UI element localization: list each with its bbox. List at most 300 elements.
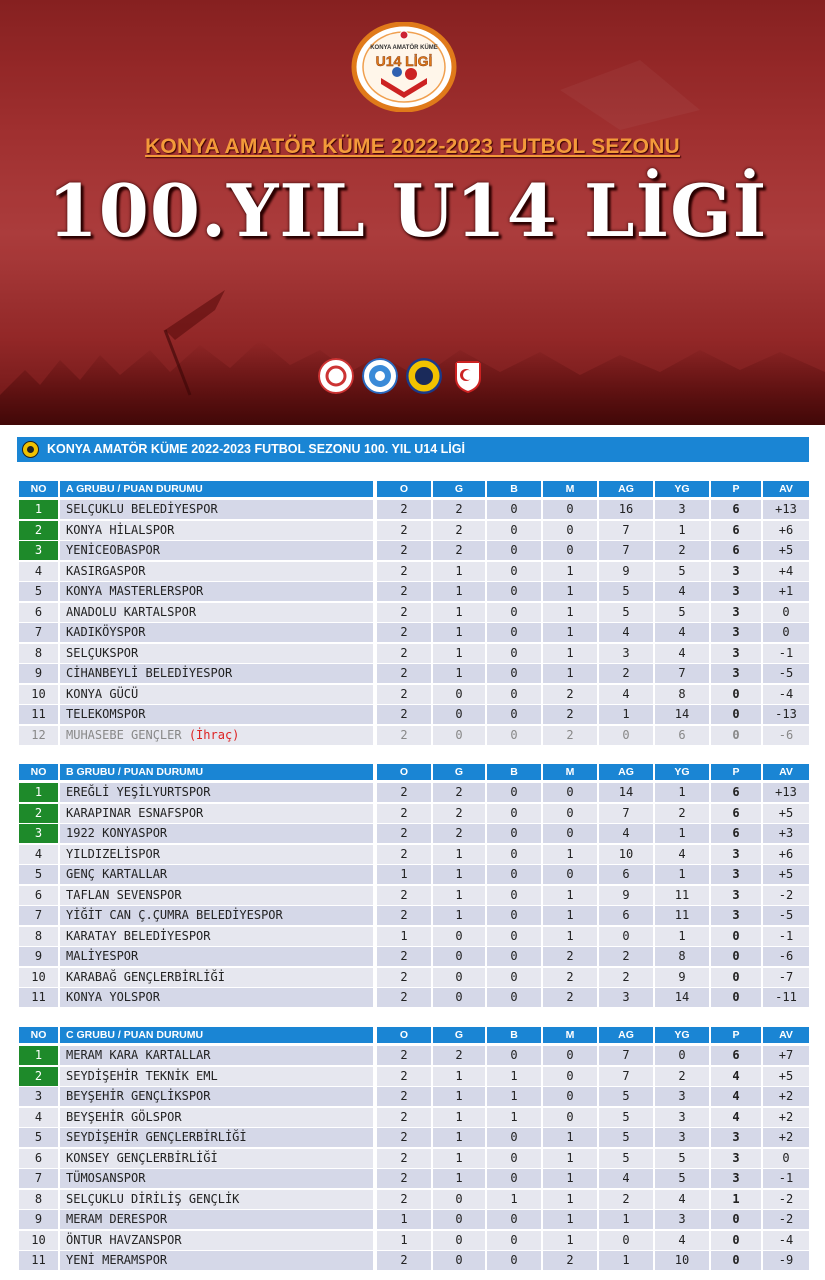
stat-cell-b: 0 [487,947,541,966]
column-header-m: M [543,764,597,780]
stat-cell-b: 0 [487,726,541,745]
stat-cell-yg: 10 [655,1251,709,1270]
stat-cell-av: -1 [763,927,809,946]
rank-cell: 12 [19,726,58,745]
rank-cell: 3 [19,541,58,560]
stat-cell-av: -4 [763,685,809,704]
group-table [19,481,809,746]
table-row [19,1210,809,1231]
team-name-cell [60,845,373,864]
stat-cell-o: 2 [377,1169,431,1188]
stat-cell-p: 3 [711,1149,761,1168]
season-title: KONYA AMATÖR KÜME 2022-2023 FUTBOL SEZONU [145,135,680,158]
stat-cell-yg: 5 [655,1169,709,1188]
stat-cell-g: 1 [433,1108,485,1127]
team-name-cell [60,603,373,622]
team-name-cell [60,562,373,581]
team-name-cell [60,1149,373,1168]
stat-cell-g: 0 [433,968,485,987]
team-name-cell [60,824,373,843]
stat-cell-yg: 4 [655,845,709,864]
stat-cell-yg: 3 [655,1128,709,1147]
stat-cell-m: 1 [543,1190,597,1209]
stat-cell-b: 0 [487,804,541,823]
standings-main-title: KONYA AMATÖR KÜME 2022-2023 FUTBOL SEZONU 100. YIL U14 LİGİ [47,442,465,456]
group-table [19,1027,809,1272]
stat-cell-ag: 3 [599,988,653,1007]
team-name-cell [60,644,373,663]
stat-cell-o: 2 [377,562,431,581]
stat-cell-av: -4 [763,1231,809,1250]
stat-cell-m: 2 [543,947,597,966]
stat-cell-o: 2 [377,521,431,540]
stat-cell-o: 2 [377,1046,431,1065]
stat-cell-av: +5 [763,1067,809,1086]
stat-cell-ag: 0 [599,1231,653,1250]
stat-cell-ag: 4 [599,685,653,704]
stat-cell-g: 0 [433,988,485,1007]
stat-cell-yg: 8 [655,947,709,966]
column-header-ag: AG [599,764,653,780]
stat-cell-p: 0 [711,685,761,704]
table-row [19,521,809,542]
team-name: ANADOLU KARTALSPOR [66,604,197,619]
stat-cell-av: -5 [763,664,809,683]
team-name-cell [60,726,373,745]
rank-cell: 4 [19,845,58,864]
stat-cell-m: 1 [543,644,597,663]
team-name: KONSEY GENÇLERBİRLİĞİ [66,1150,218,1165]
table-row [19,726,809,747]
table-header-row [19,764,809,783]
rank-cell: 4 [19,562,58,581]
rank-cell: 9 [19,1210,58,1229]
stat-cell-av: +5 [763,804,809,823]
stat-cell-av: -1 [763,644,809,663]
stat-cell-b: 0 [487,865,541,884]
stat-cell-av: +6 [763,845,809,864]
stat-cell-av: +7 [763,1046,809,1065]
stat-cell-p: 3 [711,845,761,864]
stat-cell-ag: 1 [599,1251,653,1270]
stat-cell-o: 2 [377,1190,431,1209]
stat-cell-b: 1 [487,1067,541,1086]
stat-cell-b: 0 [487,685,541,704]
stat-cell-yg: 1 [655,927,709,946]
stat-cell-av: +13 [763,500,809,519]
federation-logo-icon [450,358,486,394]
team-name-cell [60,988,373,1007]
stat-cell-o: 2 [377,947,431,966]
stat-cell-b: 0 [487,783,541,802]
rank-cell: 3 [19,824,58,843]
stat-cell-p: 3 [711,906,761,925]
stat-cell-p: 0 [711,726,761,745]
stat-cell-o: 2 [377,603,431,622]
stat-cell-o: 2 [377,1067,431,1086]
team-name: MALİYESPOR [66,949,139,963]
stat-cell-av: -2 [763,1190,809,1209]
stat-cell-g: 0 [433,927,485,946]
column-header-p: P [711,764,761,780]
stat-cell-m: 0 [543,521,597,540]
team-name-cell [60,1231,373,1250]
stat-cell-o: 2 [377,1087,431,1106]
team-name: MUHASEBE GENÇLER [66,727,182,742]
stat-cell-o: 2 [377,705,431,724]
rank-cell: 7 [19,1169,58,1188]
stat-cell-ag: 5 [599,1149,653,1168]
stat-cell-p: 3 [711,603,761,622]
stat-cell-g: 0 [433,1231,485,1250]
stat-cell-p: 3 [711,1169,761,1188]
stat-cell-p: 0 [711,947,761,966]
column-header-m: M [543,481,597,497]
stat-cell-yg: 5 [655,562,709,581]
stat-cell-ag: 5 [599,1128,653,1147]
team-name-cell [60,1087,373,1106]
rank-cell: 2 [19,521,58,540]
stat-cell-g: 1 [433,623,485,642]
stat-cell-g: 2 [433,521,485,540]
stat-cell-yg: 3 [655,500,709,519]
stat-cell-yg: 1 [655,521,709,540]
group-title: A GRUBU / PUAN DURUMU [60,481,373,497]
team-name: KARATAY BELEDİYESPOR [66,928,211,943]
stat-cell-av: 0 [763,623,809,642]
table-row [19,988,809,1009]
stat-cell-p: 3 [711,865,761,884]
table-row [19,968,809,989]
team-name-cell [60,804,373,823]
stat-cell-p: 1 [711,1190,761,1209]
stat-cell-p: 4 [711,1067,761,1086]
table-row [19,562,809,583]
stat-cell-g: 0 [433,947,485,966]
stat-cell-p: 0 [711,1210,761,1229]
stat-cell-g: 1 [433,1149,485,1168]
table-row [19,1251,809,1272]
team-name: SEYDİŞEHİR GENÇLERBİRLİĞİ [66,1130,247,1144]
table-row [19,845,809,866]
stat-cell-m: 0 [543,824,597,843]
table-row [19,865,809,886]
stat-cell-g: 0 [433,1210,485,1229]
stat-cell-ag: 6 [599,865,653,884]
stat-cell-m: 0 [543,500,597,519]
stat-cell-o: 2 [377,500,431,519]
rank-cell: 10 [19,685,58,704]
stat-cell-b: 0 [487,644,541,663]
group-table [19,764,809,1009]
column-header-g: G [433,1027,485,1043]
team-name-cell [60,1169,373,1188]
team-name-cell [60,968,373,987]
column-header-b: B [487,1027,541,1043]
stat-cell-o: 2 [377,1149,431,1168]
table-row [19,1108,809,1129]
stat-cell-ag: 16 [599,500,653,519]
stat-cell-yg: 4 [655,644,709,663]
stat-cell-m: 2 [543,1251,597,1270]
stat-cell-m: 0 [543,1067,597,1086]
rank-cell: 8 [19,1190,58,1209]
team-name: 1922 KONYASPOR [66,826,168,840]
stat-cell-p: 0 [711,705,761,724]
stat-cell-g: 1 [433,562,485,581]
stat-cell-yg: 5 [655,603,709,622]
table-header-row [19,481,809,500]
federation-logo-icon [406,358,442,394]
stat-cell-b: 0 [487,705,541,724]
stat-cell-m: 2 [543,705,597,724]
column-header-av: AV [763,481,809,497]
rank-cell: 1 [19,1046,58,1065]
team-name-cell [60,664,373,683]
rank-cell: 2 [19,1067,58,1086]
team-name: KONYA HİLALSPOR [66,522,175,537]
stat-cell-av: +2 [763,1108,809,1127]
stat-cell-m: 0 [543,541,597,560]
stat-cell-o: 2 [377,541,431,560]
stat-cell-g: 1 [433,886,485,905]
team-name: TÜMOSANSPOR [66,1171,146,1185]
stat-cell-av: -6 [763,947,809,966]
stat-cell-av: -13 [763,705,809,724]
stat-cell-av: +2 [763,1128,809,1147]
stat-cell-yg: 14 [655,705,709,724]
team-name: BEYŞEHİR GENÇLİKSPOR [66,1089,211,1103]
stat-cell-o: 2 [377,845,431,864]
team-name-cell [60,865,373,884]
stat-cell-g: 0 [433,705,485,724]
table-row [19,1087,809,1108]
stat-cell-m: 1 [543,927,597,946]
stat-cell-ag: 6 [599,906,653,925]
stat-cell-av: +6 [763,521,809,540]
table-row [19,824,809,845]
stat-cell-o: 2 [377,623,431,642]
stat-cell-b: 0 [487,886,541,905]
team-name: TELEKOMSPOR [66,707,146,721]
team-name: MERAM DERESPOR [66,1212,168,1226]
team-name: YENİCEOBASPOR [66,543,160,557]
stat-cell-p: 3 [711,623,761,642]
stat-cell-yg: 3 [655,1087,709,1106]
stat-cell-g: 1 [433,1087,485,1106]
stat-cell-ag: 10 [599,845,653,864]
column-header-b: B [487,481,541,497]
team-name-cell [60,685,373,704]
stat-cell-b: 0 [487,1169,541,1188]
sponsor-logos [318,358,490,396]
stat-cell-ag: 5 [599,1087,653,1106]
stat-cell-m: 1 [543,845,597,864]
team-name-cell [60,927,373,946]
rank-cell: 6 [19,886,58,905]
team-name-cell [60,886,373,905]
stat-cell-yg: 4 [655,1190,709,1209]
stat-cell-p: 6 [711,500,761,519]
rank-cell: 6 [19,603,58,622]
stat-cell-g: 2 [433,783,485,802]
stat-cell-p: 3 [711,886,761,905]
stat-cell-m: 0 [543,1046,597,1065]
stat-cell-av: -11 [763,988,809,1007]
stat-cell-av: -9 [763,1251,809,1270]
stat-cell-g: 1 [433,845,485,864]
stat-cell-ag: 3 [599,644,653,663]
stat-cell-b: 0 [487,988,541,1007]
stat-cell-p: 6 [711,804,761,823]
stat-cell-p: 3 [711,582,761,601]
table-row [19,947,809,968]
stat-cell-ag: 5 [599,582,653,601]
table-row [19,582,809,603]
rank-cell: 1 [19,500,58,519]
team-name: YİĞİT CAN Ç.ÇUMRA BELEDİYESPOR [66,908,283,922]
stat-cell-m: 1 [543,886,597,905]
stat-cell-p: 0 [711,1231,761,1250]
table-row [19,603,809,624]
table-row [19,804,809,825]
rank-cell: 9 [19,947,58,966]
stat-cell-o: 2 [377,1108,431,1127]
team-name: KONYA YOLSPOR [66,990,160,1004]
team-name-cell [60,906,373,925]
stat-cell-yg: 6 [655,726,709,745]
table-row [19,1128,809,1149]
table-row [19,1149,809,1170]
stat-cell-ag: 4 [599,824,653,843]
stat-cell-p: 3 [711,1128,761,1147]
stat-cell-av: -6 [763,726,809,745]
team-name-cell [60,1067,373,1086]
column-header-m: M [543,1027,597,1043]
stat-cell-b: 0 [487,664,541,683]
table-row [19,1190,809,1211]
stat-cell-p: 0 [711,1251,761,1270]
team-name-cell [60,783,373,802]
rank-cell: 11 [19,1251,58,1270]
stat-cell-p: 0 [711,968,761,987]
football-ball-icon [22,441,39,458]
stat-cell-yg: 1 [655,865,709,884]
stat-cell-g: 0 [433,726,485,745]
column-header-o: O [377,1027,431,1043]
stat-cell-p: 4 [711,1108,761,1127]
stat-cell-yg: 3 [655,1108,709,1127]
stat-cell-o: 1 [377,927,431,946]
column-header-g: G [433,764,485,780]
team-name: MERAM KARA KARTALLAR [66,1048,211,1062]
svg-text:U14 LİGİ: U14 LİGİ [375,53,433,69]
stat-cell-m: 1 [543,1169,597,1188]
stat-cell-yg: 9 [655,968,709,987]
rank-cell: 6 [19,1149,58,1168]
stat-cell-av: -2 [763,1210,809,1229]
stat-cell-yg: 4 [655,582,709,601]
stat-cell-ag: 2 [599,1190,653,1209]
rank-cell: 5 [19,582,58,601]
stat-cell-ag: 7 [599,1067,653,1086]
team-name-cell [60,1046,373,1065]
stat-cell-b: 0 [487,541,541,560]
stat-cell-av: +5 [763,541,809,560]
rank-cell: 11 [19,705,58,724]
stat-cell-b: 1 [487,1087,541,1106]
stat-cell-g: 1 [433,664,485,683]
stat-cell-m: 0 [543,804,597,823]
stat-cell-yg: 1 [655,824,709,843]
federation-logo-icon [362,358,398,394]
stat-cell-yg: 5 [655,1149,709,1168]
stat-cell-p: 0 [711,988,761,1007]
table-row [19,906,809,927]
table-row [19,623,809,644]
stat-cell-ag: 5 [599,603,653,622]
stat-cell-o: 2 [377,968,431,987]
stat-cell-b: 0 [487,1251,541,1270]
stat-cell-p: 3 [711,664,761,683]
stat-cell-yg: 2 [655,804,709,823]
rank-cell: 10 [19,968,58,987]
stat-cell-ag: 1 [599,1210,653,1229]
stat-cell-b: 0 [487,1149,541,1168]
table-row [19,664,809,685]
stat-cell-yg: 4 [655,623,709,642]
federation-logo-icon [318,358,354,394]
team-name: TAFLAN SEVENSPOR [66,887,182,902]
column-header-yg: YG [655,481,709,497]
column-header-no: NO [19,1027,58,1043]
team-name-cell [60,705,373,724]
stat-cell-o: 2 [377,685,431,704]
stat-cell-o: 2 [377,783,431,802]
stat-cell-g: 1 [433,1067,485,1086]
stat-cell-ag: 0 [599,927,653,946]
stat-cell-av: -7 [763,968,809,987]
team-name: YILDIZELİSPOR [66,846,160,861]
rank-cell: 5 [19,1128,58,1147]
team-name-cell [60,500,373,519]
team-name-cell [60,521,373,540]
stat-cell-g: 0 [433,1190,485,1209]
stat-cell-b: 1 [487,1190,541,1209]
rank-cell: 4 [19,1108,58,1127]
standings-main-bar [17,437,809,462]
stat-cell-ag: 2 [599,664,653,683]
stat-cell-m: 0 [543,1087,597,1106]
group-title: B GRUBU / PUAN DURUMU [60,764,373,780]
group-title: C GRUBU / PUAN DURUMU [60,1027,373,1043]
stat-cell-p: 6 [711,521,761,540]
column-header-yg: YG [655,764,709,780]
table-row [19,644,809,665]
stat-cell-yg: 8 [655,685,709,704]
table-row [19,783,809,804]
rank-cell: 8 [19,644,58,663]
stat-cell-ag: 0 [599,726,653,745]
stat-cell-ag: 2 [599,968,653,987]
column-header-o: O [377,481,431,497]
stat-cell-m: 1 [543,623,597,642]
stat-cell-m: 0 [543,865,597,884]
team-name: KARABAĞ GENÇLERBİRLİĞİ [66,969,225,984]
column-header-p: P [711,481,761,497]
team-name: SEYDİŞEHİR TEKNİK EML [66,1068,218,1083]
table-row [19,705,809,726]
